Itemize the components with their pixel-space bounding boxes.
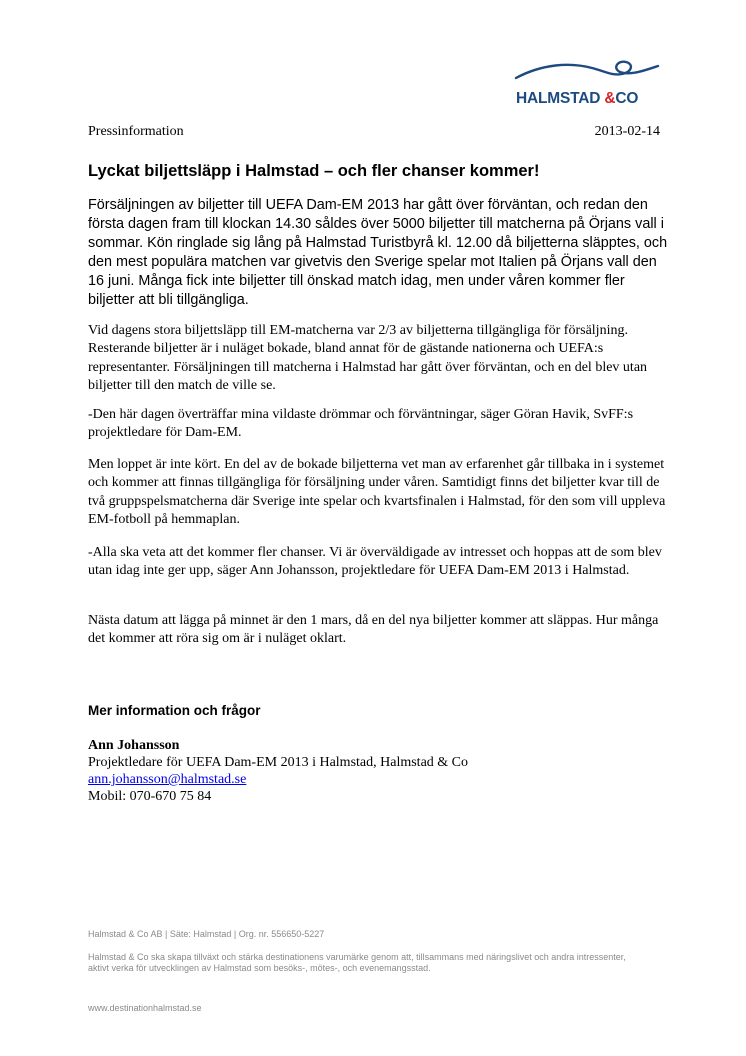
contact-heading: Mer information och frågor: [88, 703, 261, 718]
body-paragraph: Men loppet är inte kört. En del av de bokade biljetterna vet man av erfarenhet går tillbaka in i systemet och kommer att finnas tillgängliga för försäljning under våren. Samtidigt finns det biljetter kvar till de två gruppspelsmatcherna där Sverige inte spelar och kvartsfinalen i Halmstad, för den som vill uppleva EM-fotboll på hemmaplan.: [88, 457, 666, 528]
wave-icon: [512, 56, 662, 90]
footer-company-info: Halmstad & Co AB | Säte: Halmstad | Org. nr. 556650-5227: [88, 929, 325, 939]
body-paragraph: -Den här dagen överträffar mina vildaste drömmar och förväntningar, säger Göran Havik, SvFF:s projektledare för Dam-EM.: [88, 407, 634, 441]
logo-text-amp: &: [604, 90, 616, 107]
document-date: 2013-02-14: [594, 124, 660, 139]
contact-email-link[interactable]: ann.johansson@halmstad.se: [88, 772, 247, 787]
logo-wordmark: [516, 90, 638, 108]
article-lead: Försäljningen av biljetter till UEFA Dam-EM 2013 har gått över förväntan, och redan den första dagen fram till klockan 14.30 såldes över 5000 biljetter till matcherna på Örjans vall i sommar. Kön ringlade sig lång på Halmstad Turistbyrå kl. 12.00 då biljetterna släpptes, och den mest populära matchen var givetvis den Sverige spelar mot Italien på Örjans vall den 16 juni. Många fick inte biljetter till önskad match idag, men under våren kommer fler biljetter att bli tillgängliga.: [88, 197, 668, 308]
article-title: Lyckat biljettsläpp i Halmstad – och fler chanser kommer!: [88, 162, 540, 180]
footer-website[interactable]: www.destinationhalmstad.se: [88, 1003, 202, 1013]
body-paragraph: -Alla ska veta att det kommer fler chanser. Vi är överväldigade av intresset och hoppas att de som blev utan idag inte ger upp, säger Ann Johansson, projektledare för UEFA Dam-EM 2013 i Halmstad.: [88, 545, 662, 579]
document-type-label: Pressinformation: [88, 124, 184, 139]
body-paragraph: Nästa datum att lägga på minnet är den 1 mars, då en del nya biljetter kommer att släppas. Hur många det kommer att röra sig om är i nuläget oklart.: [88, 613, 659, 647]
contact-name: Ann Johansson: [88, 738, 180, 753]
footer-mission: Halmstad & Co ska skapa tillväxt och stärka destinationens varumärke genom att, tillsammans med näringslivet och andra intressenter, aktivt verka för utvecklingen av Halmstad som besöks-, mötes-, och evenemangsstad.: [88, 952, 626, 973]
logo-text-co: CO: [615, 90, 639, 107]
halmstad-co-logo: [512, 56, 662, 108]
contact-phone: Mobil: 070-670 75 84: [88, 789, 212, 804]
logo-text-main: HALMSTAD: [516, 90, 601, 107]
contact-role: Projektledare för UEFA Dam-EM 2013 i Halmstad, Halmstad & Co: [88, 755, 469, 770]
contact-block: [88, 737, 468, 805]
body-paragraph: Vid dagens stora biljettsläpp till EM-matcherna var 2/3 av biljetterna tillgängliga för försäljning. Resterande biljetter är i nuläget bokade, bland annat för de gästande nationerna och UEFA:s representanter. Försäljningen till matcherna i Halmstad har gått över förväntan, och en del blev utan biljetter till den match de ville se.: [88, 323, 648, 394]
